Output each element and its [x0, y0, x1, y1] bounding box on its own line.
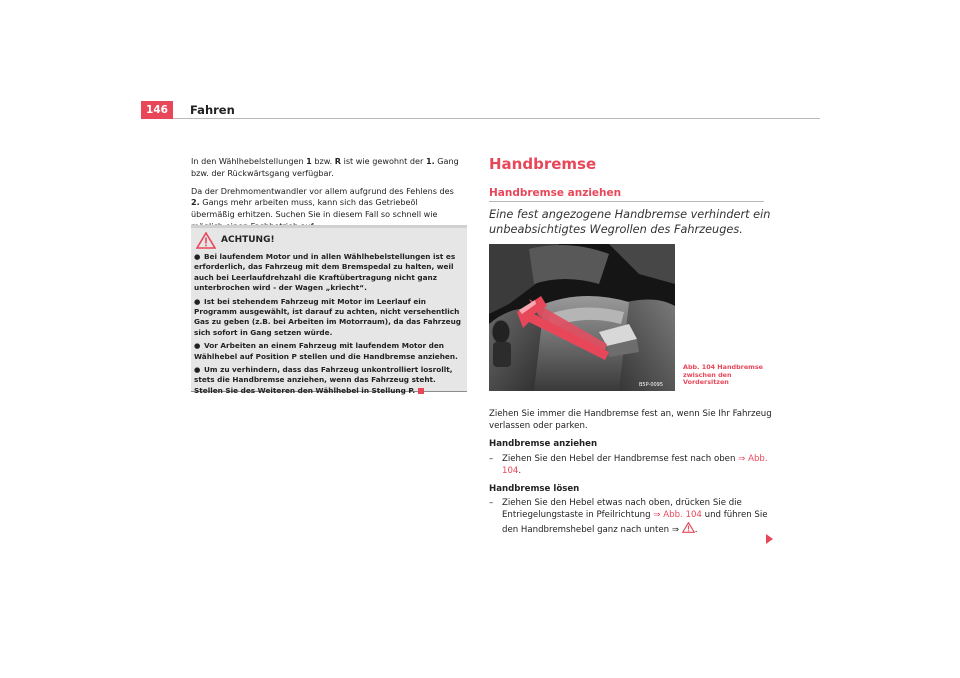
figure-reference-link[interactable]: ⇒ Abb. 104	[502, 453, 768, 476]
bullet-icon: ●	[194, 341, 201, 351]
subsection-divider	[489, 201, 764, 202]
header-divider	[173, 118, 820, 119]
right-body-text	[489, 408, 774, 542]
warning-triangle-icon[interactable]	[682, 522, 695, 533]
dash-marker: –	[489, 453, 494, 464]
page-number: 146	[146, 104, 168, 116]
paragraph-torque-converter: Da der Drehmomentwandler vor allem aufgrund des Fehlens des 2. Gangs mehr arbeiten muss, kann sich das Getriebeöl übermäßig erhitzen. Suchen Sie in diesem Fall so schnell wie	[191, 185, 454, 220]
warning-title: ACHTUNG!	[221, 235, 275, 245]
intro-text: Eine fest angezogene Handbremse verhindert ein unbeabsichtigtes Wegrollen des Fahrzeuges.	[489, 208, 771, 236]
section-title: Handbremse	[489, 155, 597, 173]
warning-triangle-icon	[196, 232, 216, 253]
warning-box	[191, 225, 467, 395]
bullet-icon: ●	[194, 296, 201, 306]
figure-reference-link[interactable]: ⇒ Abb. 104	[653, 510, 702, 521]
bullet-icon: ●	[194, 252, 201, 261]
step-release: – Ziehen Sie den Hebel etwas nach oben, drücken Sie die Entriegelungstaste in Pfeilrichtung ⇒ Abb. 104 und führen Sie den Handbremshebel ganz nach unten ⇒ .	[489, 498, 768, 535]
heading-release: Handbremse lösen	[489, 484, 580, 495]
handbrake-illustration	[489, 244, 675, 391]
warning-item: ● Bei laufendem Motor und in allen Wählhebelstellungen ist es erforderlich, das Fahrzeug mit dem Bremspedal zu halten, weil auch bei Leerlaufdrehzahl die Kraftübertragung nicht ganz unterbrochen wird - der Wagen „kriecht“.	[194, 252, 456, 293]
next-page-arrow-icon[interactable]	[766, 534, 773, 544]
warning-item: ● Um zu verhindern, dass das Fahrzeug unkontrolliert losrollt, stets die Handbremse anziehen, wenn das Fahrzeug steht. Stellen Sie des Weiteren den Wählhebel in Stellung P.	[194, 365, 453, 395]
heading-apply: Handbremse anziehen	[489, 439, 598, 450]
dash-marker: –	[489, 498, 494, 509]
warning-item: ● Ist bei stehendem Fahrzeug mit Motor im Leerlauf ein Programm ausgewählt, ist darauf zu achten, nicht versehentlich Gas zu geben (z.B. bei Arbeiten im Motorraum), da das Fahrzeug sich sofort in Gang setzen würde.	[194, 296, 461, 337]
handbrake-photo	[489, 244, 675, 391]
warning-item: ● Vor Arbeiten an einem Fahrzeug mit laufendem Motor den Wählhebel auf Position P stellen und die Handbremse anziehen.	[194, 341, 458, 361]
photo-code: B5P-0095	[639, 382, 664, 388]
chapter-title: Fahren	[190, 103, 235, 117]
warning-list	[194, 252, 464, 399]
end-of-section-square-icon	[418, 388, 424, 394]
page-number-badge	[141, 101, 173, 119]
figure-caption: Abb. 104 Handbremse zwischen den Vordersitzen	[683, 363, 763, 387]
paragraph-gear-positions: In den Wählhebelstellungen 1 bzw. R ist wie gewohnt der 1. Gang bzw. der Rückwärtsgang verfügbar.	[191, 156, 459, 178]
bullet-icon: ●	[194, 365, 201, 375]
paragraph-park: Ziehen Sie immer die Handbremse fest an, wenn Sie Ihr Fahrzeug verlassen oder parken.	[489, 409, 772, 432]
step-apply: – Ziehen Sie den Hebel der Handbremse fest nach oben ⇒ Abb. 104.	[489, 453, 768, 476]
subsection-title: Handbremse anziehen	[489, 187, 622, 199]
